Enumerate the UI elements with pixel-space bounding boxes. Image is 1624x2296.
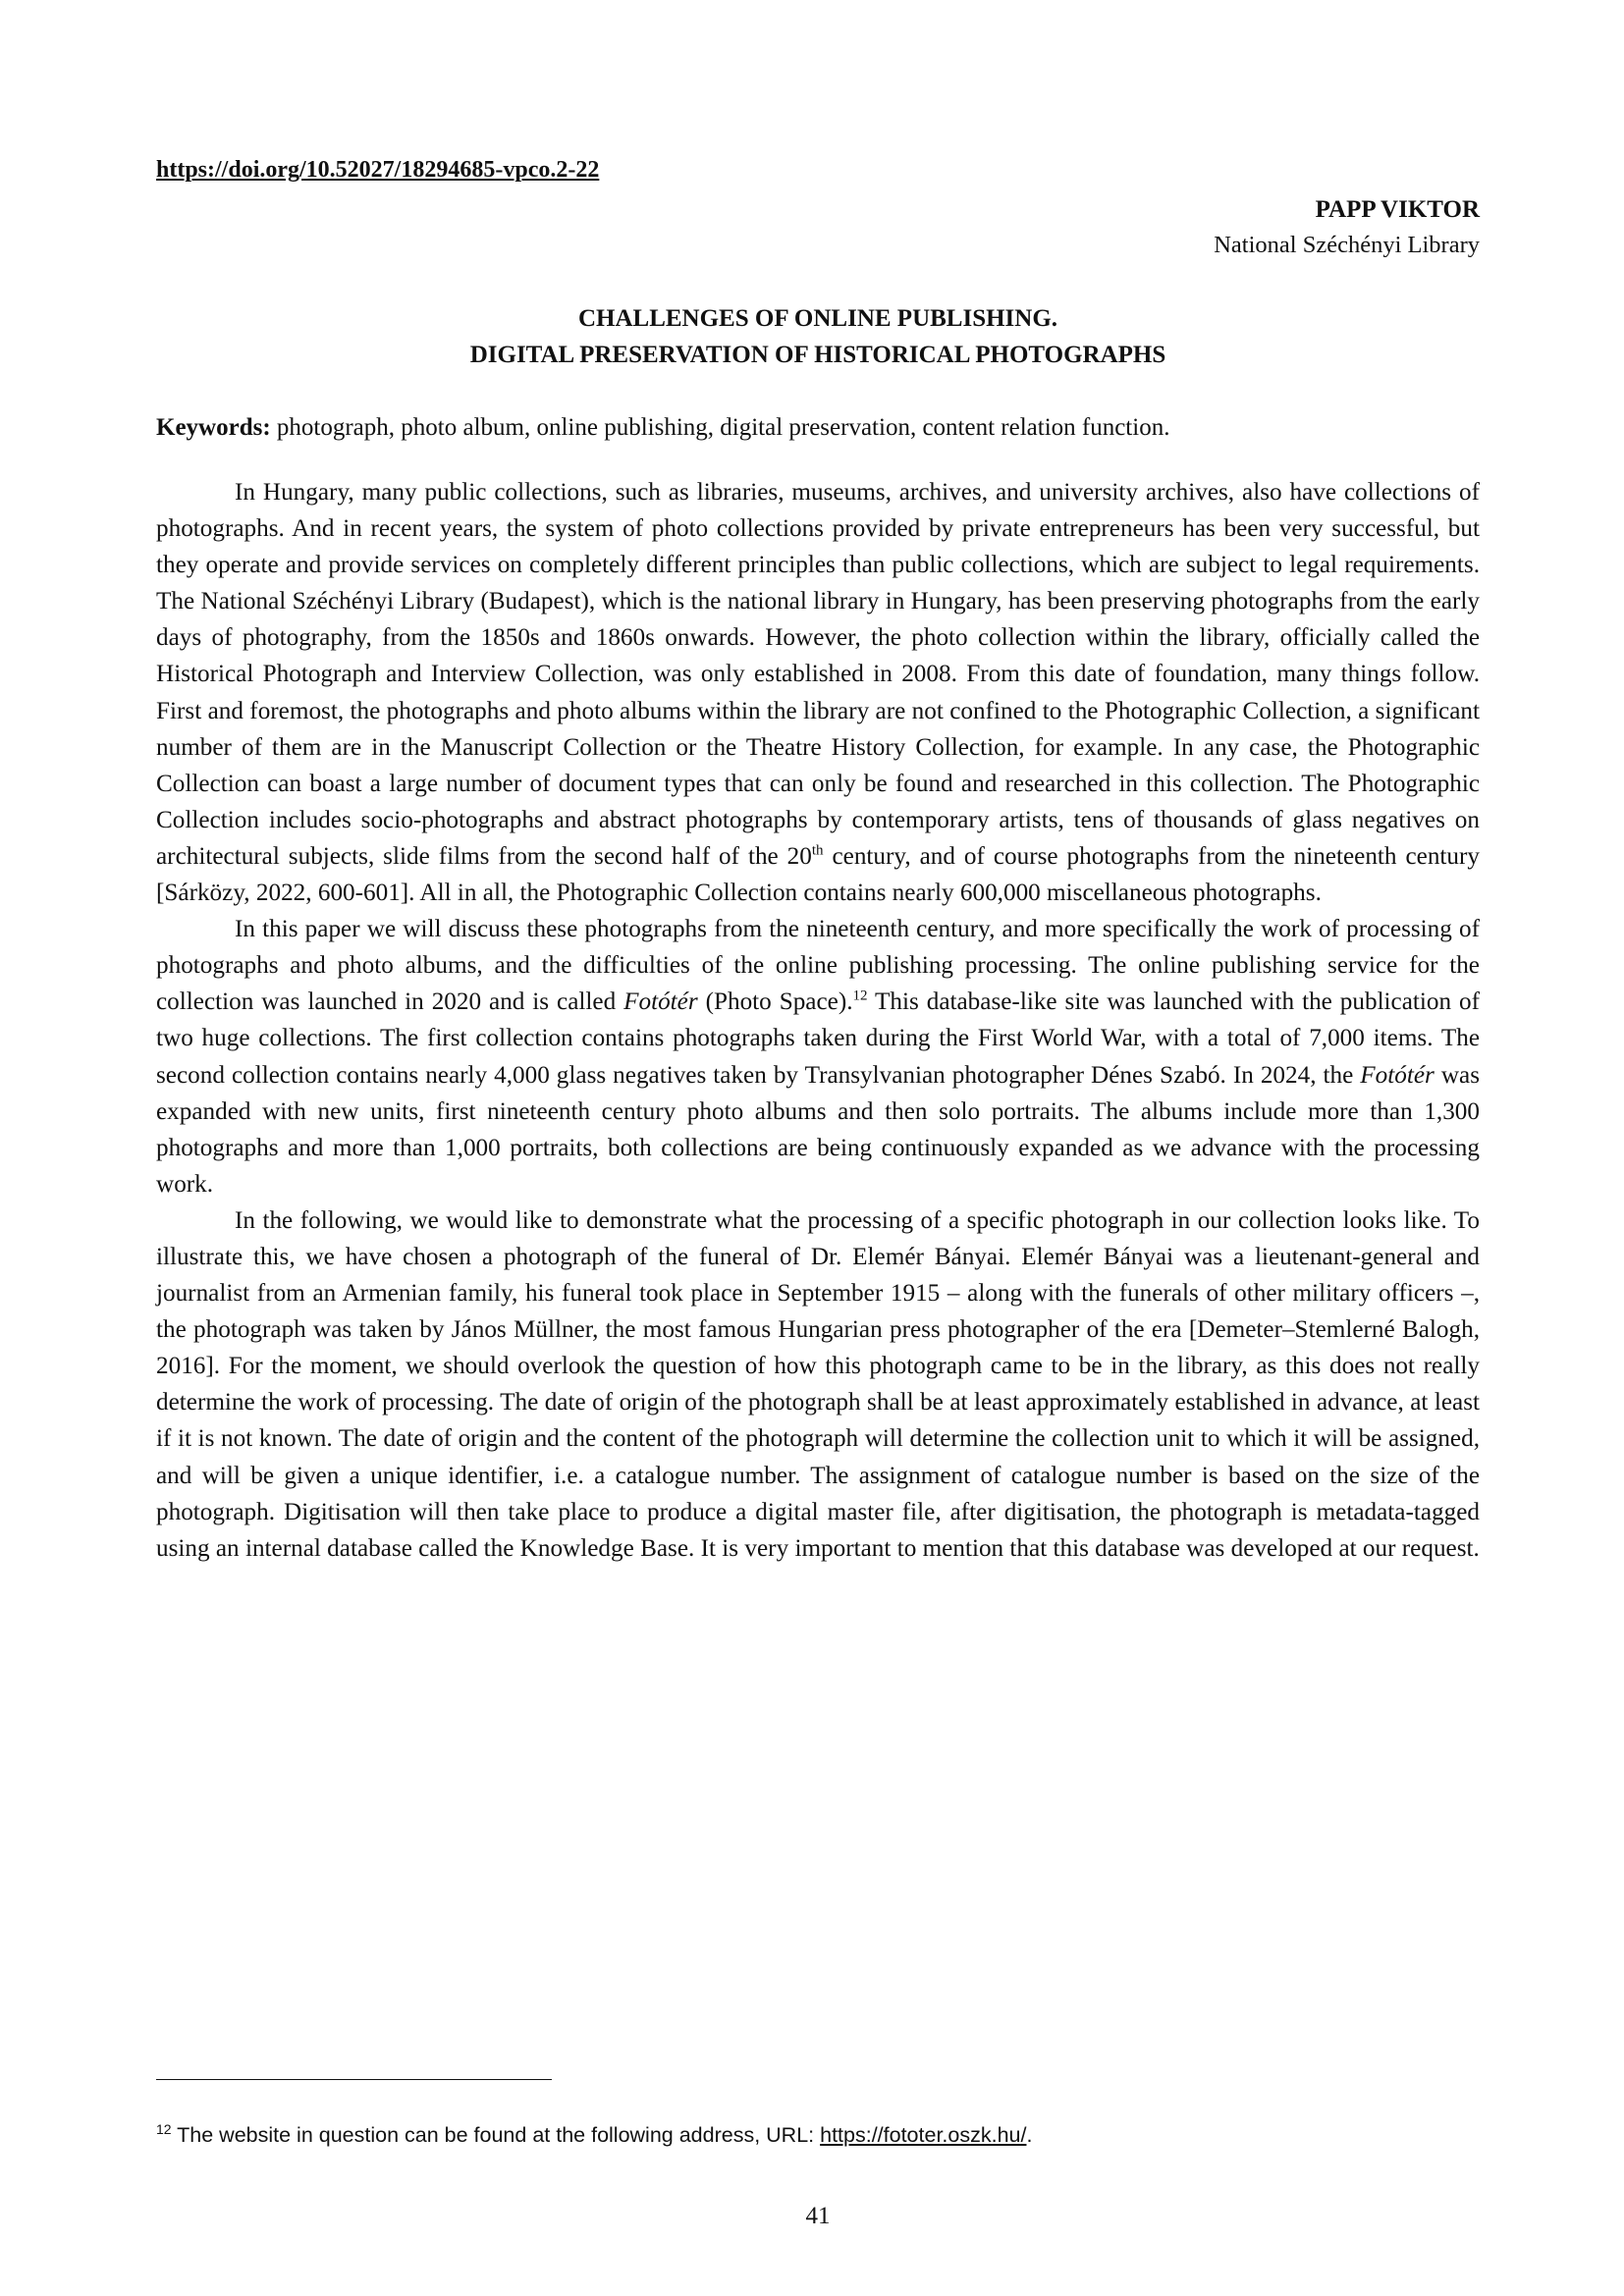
footnote-number: 12	[156, 2120, 172, 2137]
page-number: 41	[805, 2203, 831, 2229]
footnote-12	[156, 2120, 1480, 2150]
author-name: PAPP VIKTOR	[1315, 196, 1480, 223]
title-line-1: CHALLENGES OF ONLINE PUBLISHING.	[577, 305, 1058, 332]
footnote-ref-12[interactable]: 12	[852, 988, 868, 1004]
author-block	[1214, 192, 1480, 263]
paragraph-2	[156, 911, 1480, 1202]
footnote-divider	[156, 2079, 552, 2080]
body-text	[156, 474, 1480, 1567]
paper-title	[156, 300, 1480, 373]
footnote-end: .	[1026, 2123, 1033, 2147]
paragraph-3: In the following, we would like to demonstrate what the processing of a specific photograph in our collection looks like. To illustrate this, we have chosen a photograph of the funeral of Dr. Elemér Bányai. Elemér Bányai was a lieutenant-general and journalist from an Armenian family, his funeral took place in September 1915 – along with the funerals of other military officers –, the photograph was taken by János Müllner, the most famous Hungarian press photographer of the era [Demeter–Stemlerné Balogh, 2016]. For the moment, we should overlook the question of how this photograph came to be in the library, as this does not really determine the work of processing. The date of origin of the photograph shall be at least approximately established in advance, at least if it is not known. The date of origin and the content of the photograph will determine the collection unit to which it will be assigned, and will be given a unique identifier, i.e. a catalogue number. The assignment of catalogue number is based on the size of the photograph. Digitisation will then take place to produce a digital master file, after digitisation, the photograph is metadata-tagged using an internal database called the Knowledge Base. It is very important to mention that this database was developed at our request.	[156, 1206, 1480, 1562]
fototer-italic-2: Fotótér	[1360, 1061, 1435, 1089]
footnote-url-link[interactable]: https://fototer.oszk.hu/	[820, 2123, 1027, 2147]
paragraph-2-text-d: was expanded with new units, first nineteenth century photo albums and then solo portraits. The albums include more than 1,300 photographs and more than 1,000 portraits, both collections are being continuously expanded as we advance with the processing work.	[156, 1061, 1480, 1198]
keywords-label: Keywords:	[156, 414, 271, 441]
keywords	[156, 409, 1480, 446]
paragraph-2-text-c: This database-like site was launched with the publication of two huge collections. The first collection contains photographs taken during the First World War, with a total of 7,000 items. The second collection contains nearly 4,000 glass negatives taken by Transylvanian photographer Dénes Szabó. In 2024, the	[156, 988, 1481, 1089]
superscript-th: th	[811, 842, 824, 859]
title-line-2: DIGITAL PRESERVATION OF HISTORICAL PHOTOGRAPHS	[469, 342, 1166, 368]
fototer-italic-1: Fotótér	[623, 988, 698, 1016]
paragraph-2-text-b: (Photo Space).	[697, 988, 853, 1016]
paragraph-1-text-b: century, and of course photographs from the nineteenth century [Sárközy, 2022, 600-601]. All in all, the Photographic Collection contains nearly 600,000 miscellaneous photographs.	[156, 842, 1480, 907]
keywords-text: photograph, photo album, online publishing, digital preservation, content relation function.	[270, 414, 1170, 441]
paragraph-2-text-a: In this paper we will discuss these photographs from the nineteenth century, and more specifically the work of processing of photographs and photo albums, and the difficulties of the online publishing processing. The online publishing service for the collection was launched in 2020 and is called	[156, 916, 1480, 1016]
paragraph-1	[156, 474, 1480, 911]
footnote-text: The website in question can be found at the following address, URL:	[171, 2123, 821, 2147]
doi-link[interactable]: https://doi.org/10.52027/18294685-vpco.2-22	[156, 157, 600, 183]
paragraph-1-text-a: In Hungary, many public collections, such as libraries, museums, archives, and university archives, also have collections of photographs. And in recent years, the system of photo collections provided by private entrepreneurs has been very successful, but they operate and provide services on completely different principles than public collections, which are subject to legal requirements. The National Széchényi Library (Budapest), which is the national library in Hungary, has been preserving photographs from the early days of photography, from the 1850s and 1860s onwards. However, the photo collection within the library, officially called the Historical Photograph and Interview Collection, was only established in 2008. From this date of foundation, many things follow. First and foremost, the photographs and photo albums within the library are not confined to the Photographic Collection, a significant number of them are in the Manuscript Collection or the Theatre History Collection, for example. In any case, the Photographic Collection can boast a large number of document types that can only be found and researched in this collection. The Photographic Collection includes socio-photographs and abstract photographs by contemporary artists, tens of thousands of glass negatives on architectural subjects, slide films from the second half of the 20	[156, 479, 1480, 870]
author-affiliation: National Széchényi Library	[1214, 232, 1480, 258]
